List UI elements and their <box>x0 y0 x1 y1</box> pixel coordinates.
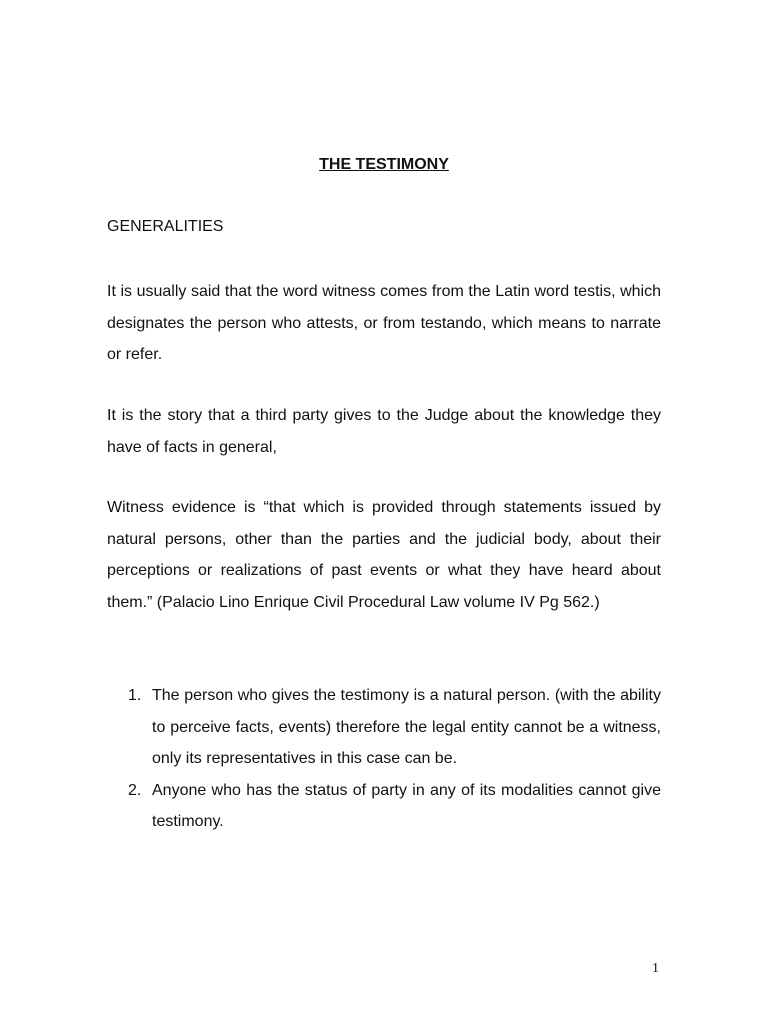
page-number: 1 <box>652 961 659 976</box>
paragraph-witness-evidence: Witness evidence is “that which is provided through statements issued by natural persons, other than the parties and the judicial body, about their perceptions or realizations of past events or what they have heard about them.” (Palacio Lino Enrique Civil Procedural Law volume IV Pg 562.) <box>107 499 661 611</box>
paragraph-story: It is the story that a third party gives to the Judge about the knowledge they have of facts in general, <box>107 407 661 456</box>
list-item <box>128 775 661 838</box>
paragraph-etymology: It is usually said that the word witness comes from the Latin word testis, which designates the person who attests, or from testando, which means to narrate or refer. <box>107 283 661 363</box>
list-item-text: Anyone who has the status of party in any of its modalities cannot give testimony. <box>152 781 661 830</box>
numbered-list <box>128 680 661 838</box>
list-item-text: The person who gives the testimony is a natural person. (with the ability to perceive facts, events) therefore the legal entity cannot be a witness, only its representatives in this case can be. <box>152 687 661 767</box>
list-item <box>128 680 661 775</box>
document-title: THE TESTIMONY <box>319 156 449 173</box>
section-heading: GENERALITIES <box>107 218 224 235</box>
list-item-number: 2. <box>128 781 142 799</box>
list-item-number: 1. <box>128 687 142 704</box>
